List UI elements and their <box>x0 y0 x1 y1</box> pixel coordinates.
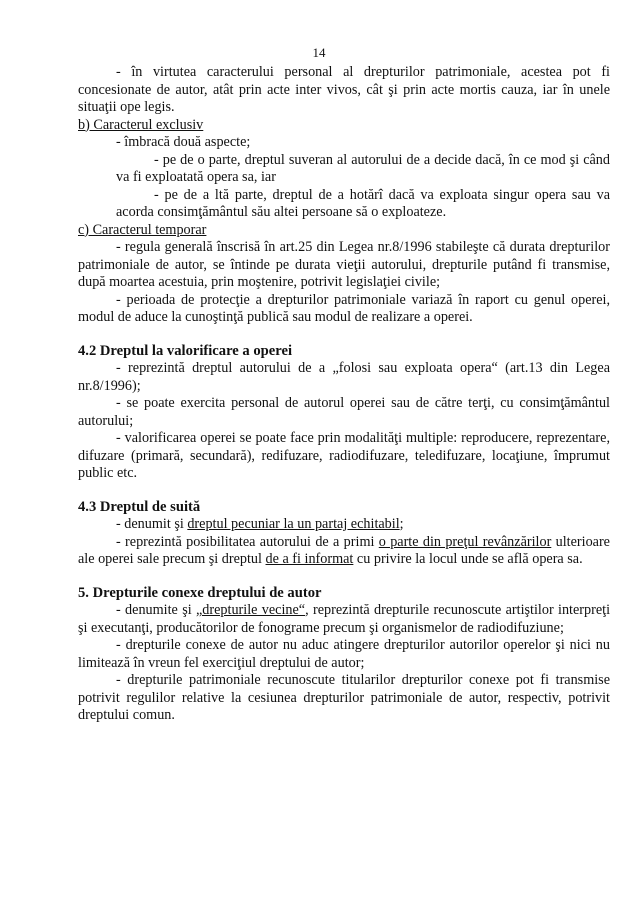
paragraph: - denumit şi dreptul pecuniar la un partaj echitabil; <box>116 516 404 532</box>
paragraph: - se poate exercita personal de autorul operei sau de către terţi, cu consimţământul autorului; <box>78 395 610 429</box>
intro-paragraph: - în virtutea caracterului personal al drepturilor patrimoniale, acestea pot fi concesionate de autor, atât prin acte inter vivos, cât şi prin acte mortis cauza, iar în unele situaţii ope legis. <box>78 64 610 115</box>
paragraph: - valorificarea operei se poate face prin modalităţi multiple: reproducere, reprezentare, difuzare (primară, secundară), redifuzare, radiodifuzare, teledifuzare, locaţiune, împrumut public etc. <box>78 430 610 481</box>
paragraph: - drepturile conexe de autor nu aduc atingere drepturilor autorilor operelor şi nici nu limitează în vreun fel exerciţiul dreptului de autor; <box>78 637 610 671</box>
paragraph: - regula generală înscrisă în art.25 din Legea nr.8/1996 stabileşte că durata drepturilor patrimoniale de autor, se întinde pe durata vieţii autorului, drepturile putând fi transmise, după moartea acestuia, prin moştenire, potrivit legislaţiei civile; <box>78 239 610 290</box>
paragraph: - drepturile patrimoniale recunoscute titularilor drepturilor conexe pot fi transmise potrivit regulilor relative la cesiunea drepturilor patrimoniale de autor, respectiv, potrivit dreptului comun. <box>78 672 610 723</box>
paragraph: - pe de o parte, dreptul suveran al autorului de a decide dacă, în ce mod şi când va fi exploatată opera sa, iar <box>116 151 610 185</box>
paragraph: - reprezintă posibilitatea autorului de a primi o parte din preţul revânzărilor ulterioare ale operei sale precum şi dreptul de a fi informat cu privire la locul unde se află opera sa. <box>78 533 610 567</box>
subsection-c-title: c) Caracterul temporar <box>78 221 207 238</box>
page-content <box>78 64 610 725</box>
section-heading: 5. Drepturile conexe dreptului de autor <box>78 584 322 601</box>
paragraph: - perioada de protecţie a drepturilor patrimoniale variază în raport cu genul operei, modul de aduce la cunoştinţă publică sau modul de realizare a operei. <box>78 291 610 325</box>
paragraph: - pe de a ltă parte, dreptul de a hotărî dacă va exploata singur opera sau va acorda consimţământul său altei persoane să o exploateze. <box>116 186 610 220</box>
paragraph: - denumite şi „drepturile vecine“, reprezintă drepturile recunoscute artiştilor interpreţi şi executanţi, producătorilor de fonograme precum şi organismelor de radiodifuziune; <box>78 602 611 636</box>
section-heading: 4.2 Dreptul la valorificare a operei <box>78 342 293 359</box>
subsection-b-title: b) Caracterul exclusiv <box>78 116 204 133</box>
paragraph: - îmbracă două aspecte; <box>116 134 251 150</box>
section-heading: 4.3 Dreptul de suită <box>78 498 201 515</box>
page-number: 14 <box>312 45 326 60</box>
paragraph: - reprezintă dreptul autorului de a „folosi sau exploata opera“ (art.13 din Legea nr.8/1996); <box>78 360 610 394</box>
